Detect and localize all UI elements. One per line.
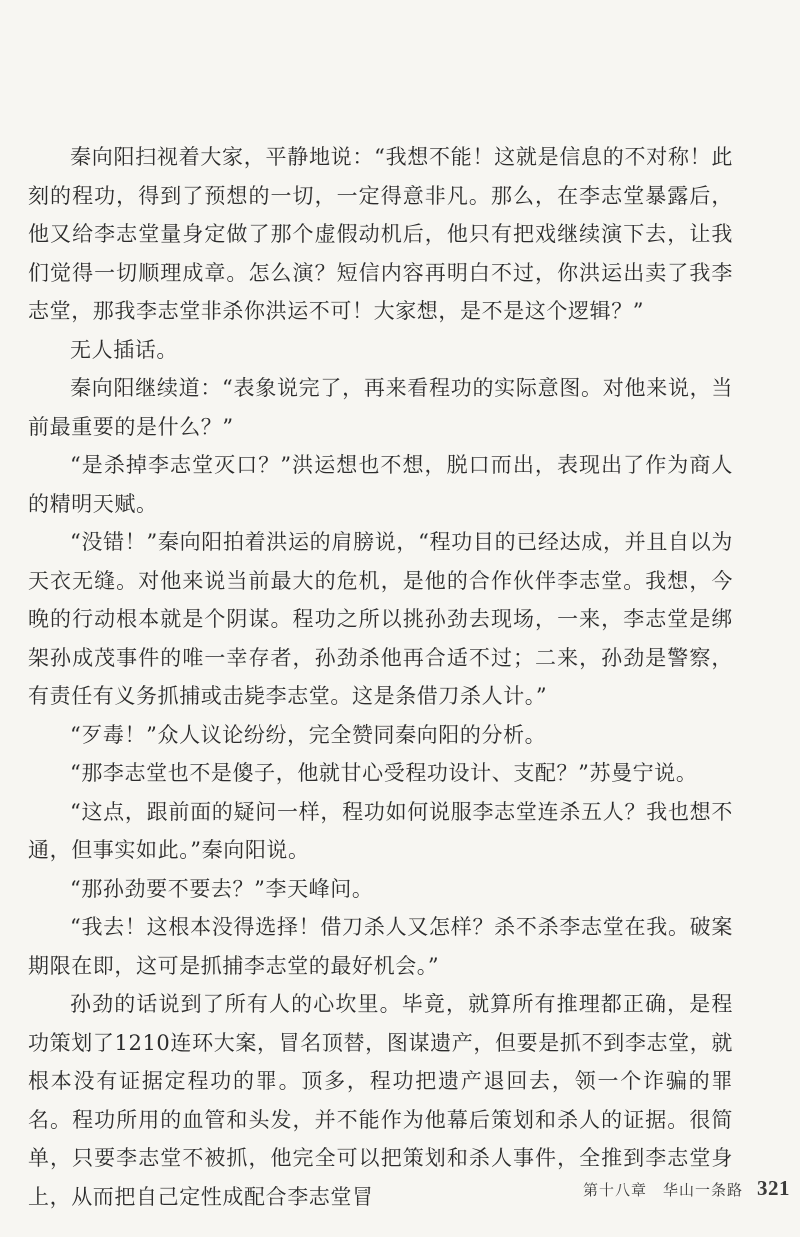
- paragraph: 秦向阳继续道：“表象说完了，再来看程功的实际意图。对他来说，当前最重要的是什么？”: [28, 376, 733, 439]
- paragraph: “那孙劲要不要去？”李天峰问。: [70, 876, 374, 901]
- paragraph: “那李志堂也不是傻子，他就甘心受程功设计、支配？”苏曼宁说。: [70, 761, 698, 785]
- running-header-chapter: 第十八章 华山一条路: [582, 1181, 743, 1199]
- paragraph: 秦向阳扫视着大家，平静地说：“我想不能！这就是信息的不对称！此刻的程功，得到了预想的一切，一定得意非凡。那么，在李志堂暴露后，他又给李志堂量身定做了那个虚假动机后，他只有把戏继续演下去，让我们觉得一切顺理成章。怎么演？短信内容再明白不过，你洪运出卖了我李志堂，那我李志堂非杀你洪运不可！大家想，是不是这个逻辑？”: [28, 145, 733, 323]
- paragraph: “我去！这根本没得选择！借刀杀人又怎样？杀不杀李志堂在我。破案期限在即，这可是抓捕李志堂的最好机会。”: [28, 915, 733, 978]
- page-number: 321: [757, 1176, 790, 1200]
- paragraph: “没错！”秦向阳拍着洪运的肩膀说，“程功目的已经达成，并且自以为天衣无缝。对他来说当前最大的危机，是他的合作伙伴李志堂。我想，今晚的行动根本就是个阴谋。程功之所以挑孙劲去现场，一来，李志堂是绑架孙成茂事件的唯一幸存者，孙劲杀他再合适不过；二来，孙劲是警察，有责任有义务抓捕或击毙李志堂。这是条借刀杀人计。”: [28, 530, 733, 708]
- page-footer: [560, 1176, 790, 1202]
- paragraph: “是杀掉李志堂灭口？”洪运想也不想，脱口而出，表现出了作为商人的精明天赋。: [28, 453, 733, 516]
- paragraph: “歹毒！”众人议论纷纷，完全赞同秦向阳的分析。: [70, 722, 547, 747]
- paragraph: 无人插话。: [70, 337, 178, 362]
- paragraph: “这点，跟前面的疑问一样，程功如何说服李志堂连杀五人？我也想不通，但事实如此。”秦向阳说。: [28, 799, 733, 862]
- paragraph: 孙劲的话说到了所有人的心坎里。毕竟，就算所有推理都正确，是程功策划了1210连环大案，冒名顶替，图谋遗产，但要是抓不到李志堂，就根本没有证据定程功的罪。顶多，程功把遗产退回去，领一个诈骗的罪名。程功所用的血管和头发，并不能作为他幕后策划和杀人的证据。很简单，只要李志堂不被抓，他完全可以把策划和杀人事件，全推到李志堂身上，从而把自己定性成配合李志堂冒: [28, 992, 733, 1209]
- body-text: [28, 138, 733, 1216]
